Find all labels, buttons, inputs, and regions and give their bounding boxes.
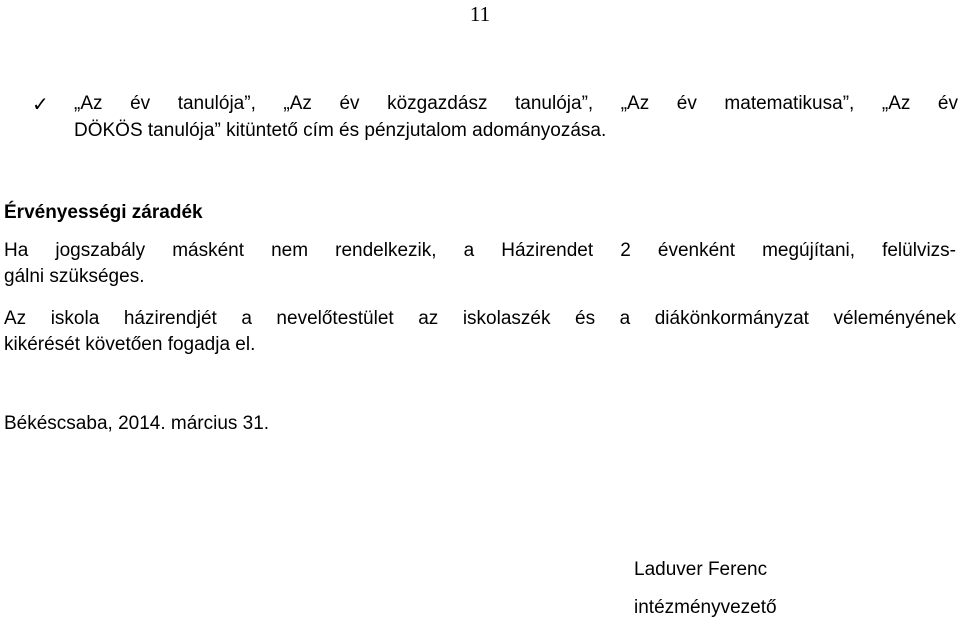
signer-name: Laduver Ferenc — [634, 559, 768, 580]
signer-title: intézményvezető — [634, 597, 777, 618]
validity-paragraph-2-line-1: Az iskola házirendjét a nevelőtestület az iskolaszék és a diákönkormányzat véleményének — [4, 308, 956, 329]
page-number: 11 — [469, 2, 491, 26]
validity-paragraph-1-line-1: Ha jogszabály másként nem rendelkezik, a Házirendet 2 évenként megújítani, felülvizs- — [4, 240, 956, 261]
checkmark-icon: ✓ — [32, 92, 49, 116]
place-and-date: Békéscsaba, 2014. március 31. — [4, 413, 270, 434]
validity-paragraph-2-line-2: kikérését követően fogadja el. — [4, 334, 256, 355]
validity-clause-heading: Érvényességi záradék — [4, 202, 203, 223]
award-bullet-item — [32, 90, 958, 144]
validity-paragraph-1 — [4, 238, 956, 290]
award-bullet-line-2: DÖKÖS tanulója” kitüntető cím és pénzjutalom adományozása. — [74, 120, 607, 141]
award-bullet-text — [74, 90, 958, 144]
validity-paragraph-1-line-2: gálni szükséges. — [4, 266, 145, 287]
validity-paragraph-2 — [4, 306, 956, 358]
award-bullet-line-1: „Az év tanulója”, „Az év közgazdász tanulója”, „Az év matematikusa”, „Az év — [74, 93, 958, 114]
